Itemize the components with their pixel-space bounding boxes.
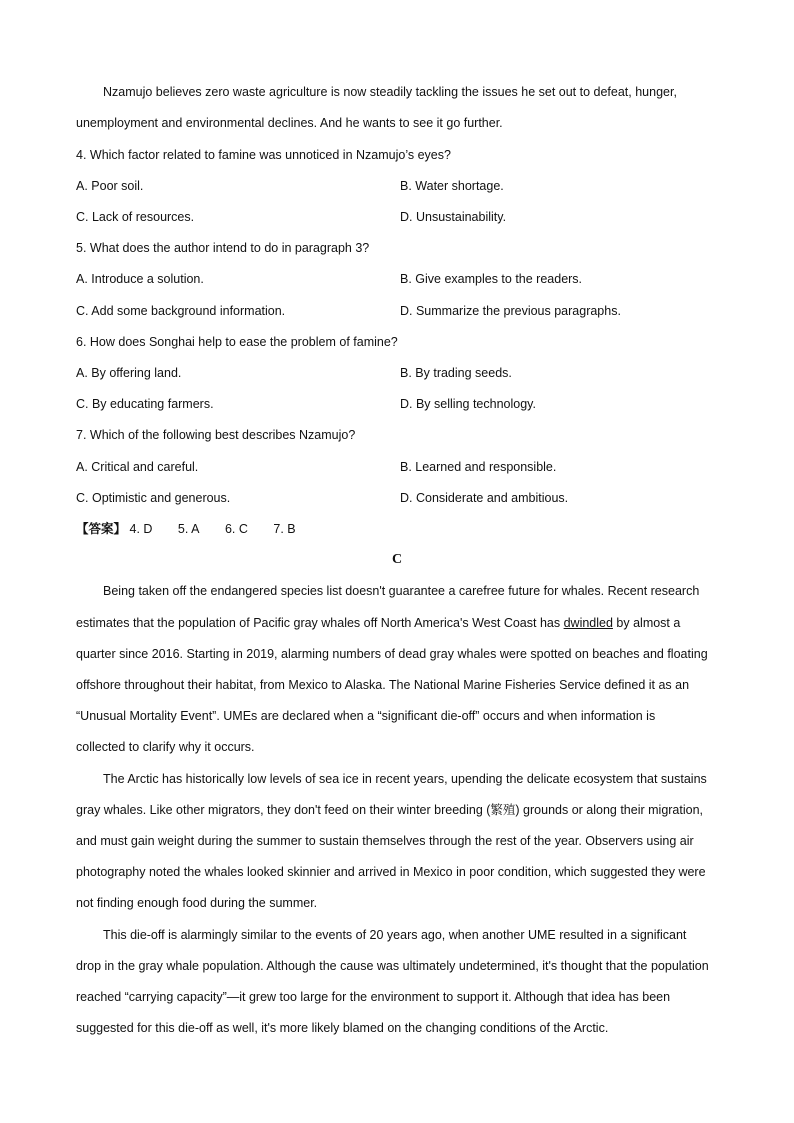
c-p2-line-1: The Arctic has historically low levels of sea ice in recent years, upending the delicate ecosystem that sustains	[103, 772, 707, 786]
c-p1-line-3: quarter since 2016. Starting in 2019, alarming numbers of dead gray whales were spotted on beaches and floating	[76, 647, 708, 661]
c-p3-line-3: reached “carrying capacity”—it grew too large for the environment to support it. Although that idea has been	[76, 990, 671, 1004]
question-7-option-a: A. Critical and careful.	[76, 460, 199, 474]
answer-key	[76, 521, 318, 537]
c-p1-line-6: collected to clarify why it occurs.	[76, 740, 255, 754]
c-p2-line-3: and must gain weight during the summer to sustain themselves through the rest of the year. Observers using air	[76, 834, 694, 848]
intro-line-2: unemployment and environmental declines. And he wants to see it go further.	[76, 116, 503, 130]
answer-item-6: 6. C	[224, 522, 248, 536]
question-6-option-d: D. By selling technology.	[400, 397, 536, 411]
c-p1-line-2	[76, 615, 680, 631]
c-p1-line-2-before: estimates that the population of Pacific gray whales off North America's West Coast has	[76, 616, 564, 630]
question-5-stem: 5. What does the author intend to do in paragraph 3?	[76, 241, 370, 255]
question-4-option-b: B. Water shortage.	[400, 179, 504, 193]
c-p3-line-4: suggested for this die-off as well, it's more likely blamed on the changing conditions of the Arctic.	[76, 1021, 609, 1035]
answer-item-5: 5. A	[177, 522, 200, 536]
c-p2-line-2: gray whales. Like other migrators, they don't feed on their winter breeding (繁殖) grounds or along their migration,	[76, 803, 704, 817]
question-6-option-c: C. By educating farmers.	[76, 397, 214, 411]
intro-line-1: Nzamujo believes zero waste agriculture is now steadily tackling the issues he set out to defeat, hunger,	[103, 85, 677, 99]
answer-item-7: 7. B	[273, 522, 296, 536]
question-4-stem: 4. Which factor related to famine was unnoticed in Nzamujo’s eyes?	[76, 148, 451, 162]
question-7-option-d: D. Considerate and ambitious.	[400, 491, 569, 505]
c-p1-line-1: Being taken off the endangered species list doesn't guarantee a carefree future for whales. Recent research	[103, 584, 700, 598]
c-p3-line-2: drop in the gray whale population. Although the cause was ultimately undetermined, it's thought that the population	[76, 959, 709, 973]
question-6-option-b: B. By trading seeds.	[400, 366, 512, 380]
question-4-option-c: C. Lack of resources.	[76, 210, 195, 224]
question-5-option-b: B. Give examples to the readers.	[400, 272, 583, 286]
question-4-option-a: A. Poor soil.	[76, 179, 144, 193]
question-6-stem: 6. How does Songhai help to ease the problem of famine?	[76, 335, 398, 349]
c-p3-line-1: This die-off is alarmingly similar to the events of 20 years ago, when another UME resulted in a significant	[103, 928, 687, 942]
section-c-title: C	[391, 552, 403, 567]
question-5-option-c: C. Add some background information.	[76, 304, 286, 318]
answer-tag: 【答案】	[76, 522, 127, 536]
c-p2-line-4: photography noted the whales looked skinnier and arrived in Mexico in poor condition, which suggested they were	[76, 865, 706, 879]
c-p1-line-5: “Unusual Mortality Event”. UMEs are declared when a “significant die-off” occurs and when information is	[76, 709, 656, 723]
question-4-option-d: D. Unsustainability.	[400, 210, 507, 224]
question-5-option-d: D. Summarize the previous paragraphs.	[400, 304, 621, 318]
question-7-option-b: B. Learned and responsible.	[400, 460, 557, 474]
answer-item-4: 4. D	[129, 522, 153, 536]
c-p1-line-2-after: by almost a	[612, 616, 681, 630]
question-7-stem: 7. Which of the following best describes Nzamujo?	[76, 428, 356, 442]
question-7-option-c: C. Optimistic and generous.	[76, 491, 231, 505]
question-6-option-a: A. By offering land.	[76, 366, 182, 380]
underlined-word: dwindled	[563, 616, 613, 630]
question-5-option-a: A. Introduce a solution.	[76, 272, 204, 286]
c-p2-line-5: not finding enough food during the summer.	[76, 896, 318, 910]
c-p1-line-4: offshore throughout their habitat, from Mexico to Alaska. The National Marine Fisheries Service defined it as an	[76, 678, 690, 692]
